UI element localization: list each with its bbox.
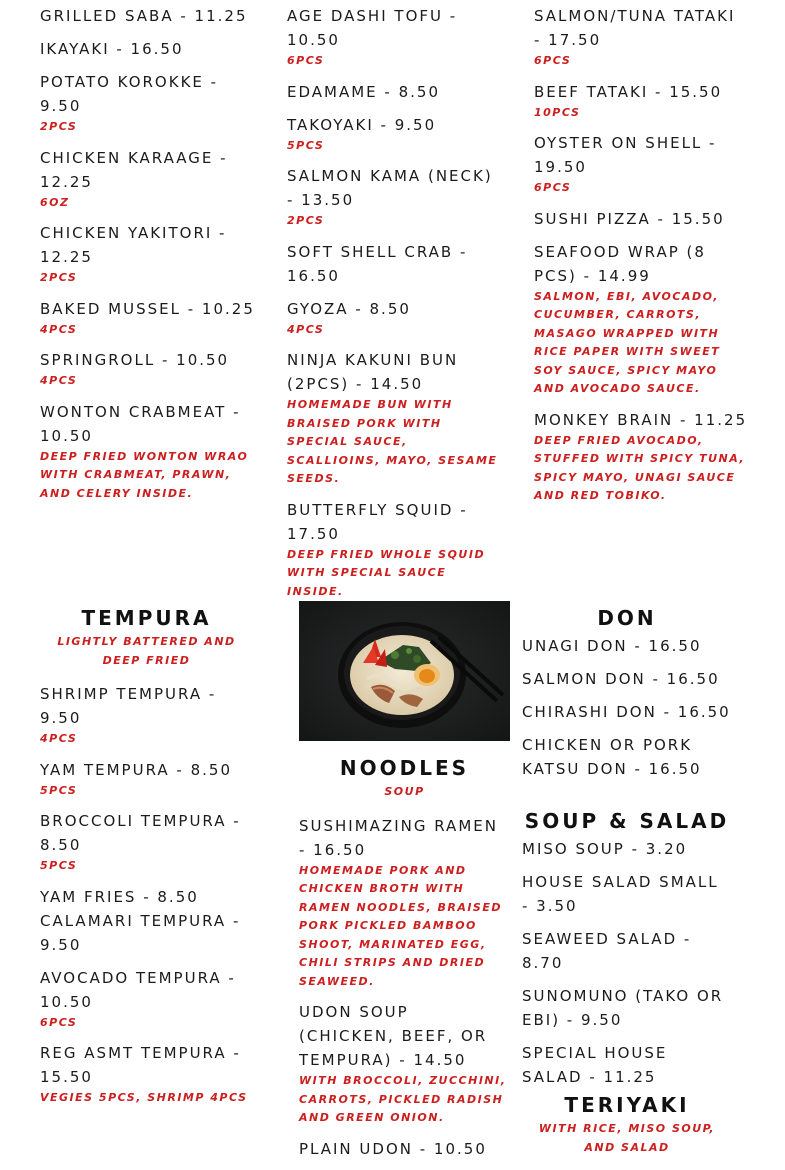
menu-item: [287, 4, 502, 71]
ramen-bowl-illustration: [299, 601, 510, 741]
item-note: 4PCS: [40, 732, 78, 745]
item-note: HOMEMADE PORK AND CHICKEN BROTH WITH RAMEN NOODLES, BRAISED PORK PICKLED BAMBOO SHOOT, MARINATED EGG, CHILI STRIPS AND DRIED SEAWEED.: [299, 863, 503, 988]
item-name: SUSHI PIZZA - 15.50: [534, 209, 725, 228]
item-name: BROCCOLI TEMPURA - 8.50: [40, 812, 241, 854]
teriyaki-section: [522, 1090, 732, 1157]
menu-item: [522, 870, 732, 918]
menu-item: [287, 164, 502, 231]
item-name: SPECIAL HOUSE SALAD - 11.25: [522, 1044, 668, 1086]
item-note: DEEP FRIED WONTON WRAO WITH CRABMEAT, PRAWN, AND CELERY INSIDE.: [40, 449, 249, 500]
item-name: YAM TEMPURA - 8.50: [40, 760, 232, 779]
menu-item: [287, 80, 502, 104]
item-note: DEEP FRIED AVOCADO, STUFFED WITH SPICY TUNA, SPICY MAYO, UNAGI SAUCE AND RED TOBIKO.: [534, 433, 746, 502]
item-note: 6PCS: [534, 181, 572, 194]
menu-item: [40, 758, 253, 801]
section-subtitle: LIGHTLY BATTERED AND DEEP FRIED: [57, 635, 236, 667]
section-title: SOUP & SALAD: [524, 809, 730, 833]
tempura-section: [40, 603, 253, 1117]
item-name: SEAWEED SALAD - 8.70: [522, 930, 692, 972]
menu-item: [287, 240, 502, 288]
item-note: VEGIES 5PCS, SHRIMP 4PCS: [40, 1091, 248, 1104]
item-note: 5PCS: [40, 783, 78, 797]
appetizers-column-1: [40, 4, 255, 512]
menu-item: [522, 837, 732, 861]
item-name: GRILLED SABA - 11.25: [40, 7, 248, 25]
menu-item: [40, 221, 255, 288]
menu-item: [40, 809, 253, 876]
menu-item: [534, 80, 749, 123]
item-note: HOMEMADE BUN WITH BRAISED PORK WITH SPECIAL SAUCE, SCALLIOINS, MAYO, SESAME SEEDS.: [287, 398, 498, 485]
menu-item: [522, 634, 732, 658]
item-name: YAM FRIES - 8.50: [40, 887, 199, 906]
section-title: TEMPURA: [81, 606, 212, 630]
item-note: DEEP FRIED WHOLE SQUID WITH SPECIAL SAUCE INSIDE.: [287, 547, 486, 598]
item-note: 5PCS: [40, 859, 78, 872]
noodles-section: [299, 753, 510, 1170]
item-note: 6PCS: [287, 54, 325, 67]
item-name: HOUSE SALAD SMALL - 3.50: [522, 873, 719, 915]
item-note: 4PCS: [40, 322, 78, 336]
item-note: 4PCS: [40, 374, 78, 387]
section-subtitle: WITH RICE, MISO SOUP, AND SALAD: [538, 1122, 716, 1154]
menu-item: [522, 927, 732, 975]
section-title: DON: [597, 606, 657, 630]
item-name: GYOZA - 8.50: [287, 299, 411, 318]
menu-item: [40, 1041, 253, 1108]
item-name: TAKOYAKI - 9.50: [287, 115, 437, 134]
menu-item: [299, 814, 510, 992]
menu-item: [534, 4, 749, 71]
menu-item: [287, 297, 502, 340]
ramen-bowl-photo: [299, 601, 510, 741]
menu-item: [534, 131, 749, 198]
menu-item: [299, 1137, 510, 1161]
item-name: SUNOMUNO (TAKO OR EBI) - 9.50: [522, 987, 724, 1029]
item-note: 10PCS: [534, 105, 581, 119]
item-name: SOFT SHELL CRAB - 16.50: [287, 242, 468, 285]
item-name: AVOCADO TEMPURA - 10.50: [40, 968, 236, 1011]
item-name: IKAYAKI - 16.50: [40, 40, 184, 58]
menu-item: [40, 348, 255, 391]
appetizers-column-2: [287, 4, 502, 610]
menu-item: [522, 733, 732, 781]
item-name: BUTTERFLY SQUID - 17.50: [287, 500, 468, 543]
menu-item: [534, 240, 749, 399]
item-name: SALMON/TUNA TATAKI - 17.50: [534, 7, 736, 49]
item-name: AGE DASHI TOFU - 10.50: [287, 7, 458, 49]
item-name: BAKED MUSSEL - 10.25: [40, 299, 255, 318]
item-note: 2PCS: [40, 120, 78, 133]
menu-item: [299, 1000, 510, 1128]
menu-item: [522, 667, 732, 691]
item-name: CALAMARI TEMPURA - 9.50: [40, 911, 241, 954]
item-name: SHRIMP TEMPURA - 9.50: [40, 685, 217, 727]
menu-item: [522, 984, 732, 1032]
item-name: CHIRASHI DON - 16.50: [522, 703, 731, 721]
item-note: 6OZ: [40, 195, 70, 209]
item-name: SUSHIMAZING RAMEN - 16.50: [299, 816, 498, 859]
menu-item: [534, 207, 749, 231]
menu-item: [40, 400, 255, 504]
item-note: 2PCS: [40, 271, 78, 284]
menu-item: [287, 498, 502, 602]
menu-item: [522, 700, 732, 724]
item-name: UNAGI DON - 16.50: [522, 637, 702, 655]
item-name: WONTON CRABMEAT - 10.50: [40, 402, 241, 445]
item-name: SEAFOOD WRAP (8 PCS) - 14.99: [534, 242, 706, 285]
item-note: 6PCS: [40, 1015, 78, 1029]
item-name: SALMON DON - 16.50: [522, 670, 720, 688]
item-name: CHICKEN OR PORK KATSU DON - 16.50: [522, 736, 702, 778]
item-name: CHICKEN YAKITORI - 12.25: [40, 224, 227, 266]
section-title: NOODLES: [339, 756, 470, 780]
menu-item: [40, 909, 253, 957]
menu-item: [522, 1041, 732, 1089]
item-name: MISO SOUP - 3.20: [522, 840, 688, 858]
menu-item: [40, 4, 255, 28]
item-note: 6PCS: [534, 54, 572, 67]
item-note: 4PCS: [287, 322, 325, 336]
item-name: BEEF TATAKI - 15.50: [534, 82, 723, 101]
item-name: SALMON KAMA (NECK) - 13.50: [287, 167, 493, 209]
item-note: 2PCS: [287, 214, 325, 227]
item-name: SPRINGROLL - 10.50: [40, 351, 230, 369]
menu-item: [287, 348, 502, 489]
menu-item: [40, 682, 253, 749]
menu-item: [287, 113, 502, 156]
menu-item: [40, 70, 255, 137]
item-name: PLAIN UDON - 10.50: [299, 1139, 487, 1158]
soup-salad-section: [522, 806, 732, 1098]
item-name: MONKEY BRAIN - 11.25: [534, 410, 748, 429]
section-subtitle: SOUP: [384, 785, 425, 798]
item-name: OYSTER ON SHELL - 19.50: [534, 134, 717, 176]
item-note: SALMON, EBI, AVOCADO, CUCUMBER, CARROTS, MASAGO WRAPPED WITH RICE PAPER WITH SWEET SOY SAUCE, SPICY MAYO AND AVOCADO SAUCE.: [534, 289, 721, 395]
menu-item: [40, 146, 255, 213]
menu-item: [40, 885, 253, 909]
item-name: REG ASMT TEMPURA - 15.50: [40, 1044, 241, 1086]
section-title: TERIYAKI: [564, 1093, 690, 1117]
appetizers-column-3: [534, 4, 749, 515]
menu-item: [534, 408, 749, 506]
item-name: CHICKEN KARAAGE - 12.25: [40, 148, 228, 191]
menu-item: [40, 297, 255, 340]
item-name: UDON SOUP (CHICKEN, BEEF, OR TEMPURA) - 14.50: [299, 1003, 488, 1069]
item-name: NINJA KAKUNI BUN (2PCS) - 14.50: [287, 351, 459, 393]
item-note: 5PCS: [287, 138, 325, 152]
menu-item: [40, 966, 253, 1033]
menu-item: [40, 37, 255, 61]
item-name: POTATO KOROKKE - 9.50: [40, 73, 219, 115]
item-note: WITH BROCCOLI, ZUCCHINI, CARROTS, PICKLED RADISH AND GREEN ONION.: [299, 1074, 507, 1124]
don-section: [522, 603, 732, 790]
item-name: EDAMAME - 8.50: [287, 82, 440, 101]
